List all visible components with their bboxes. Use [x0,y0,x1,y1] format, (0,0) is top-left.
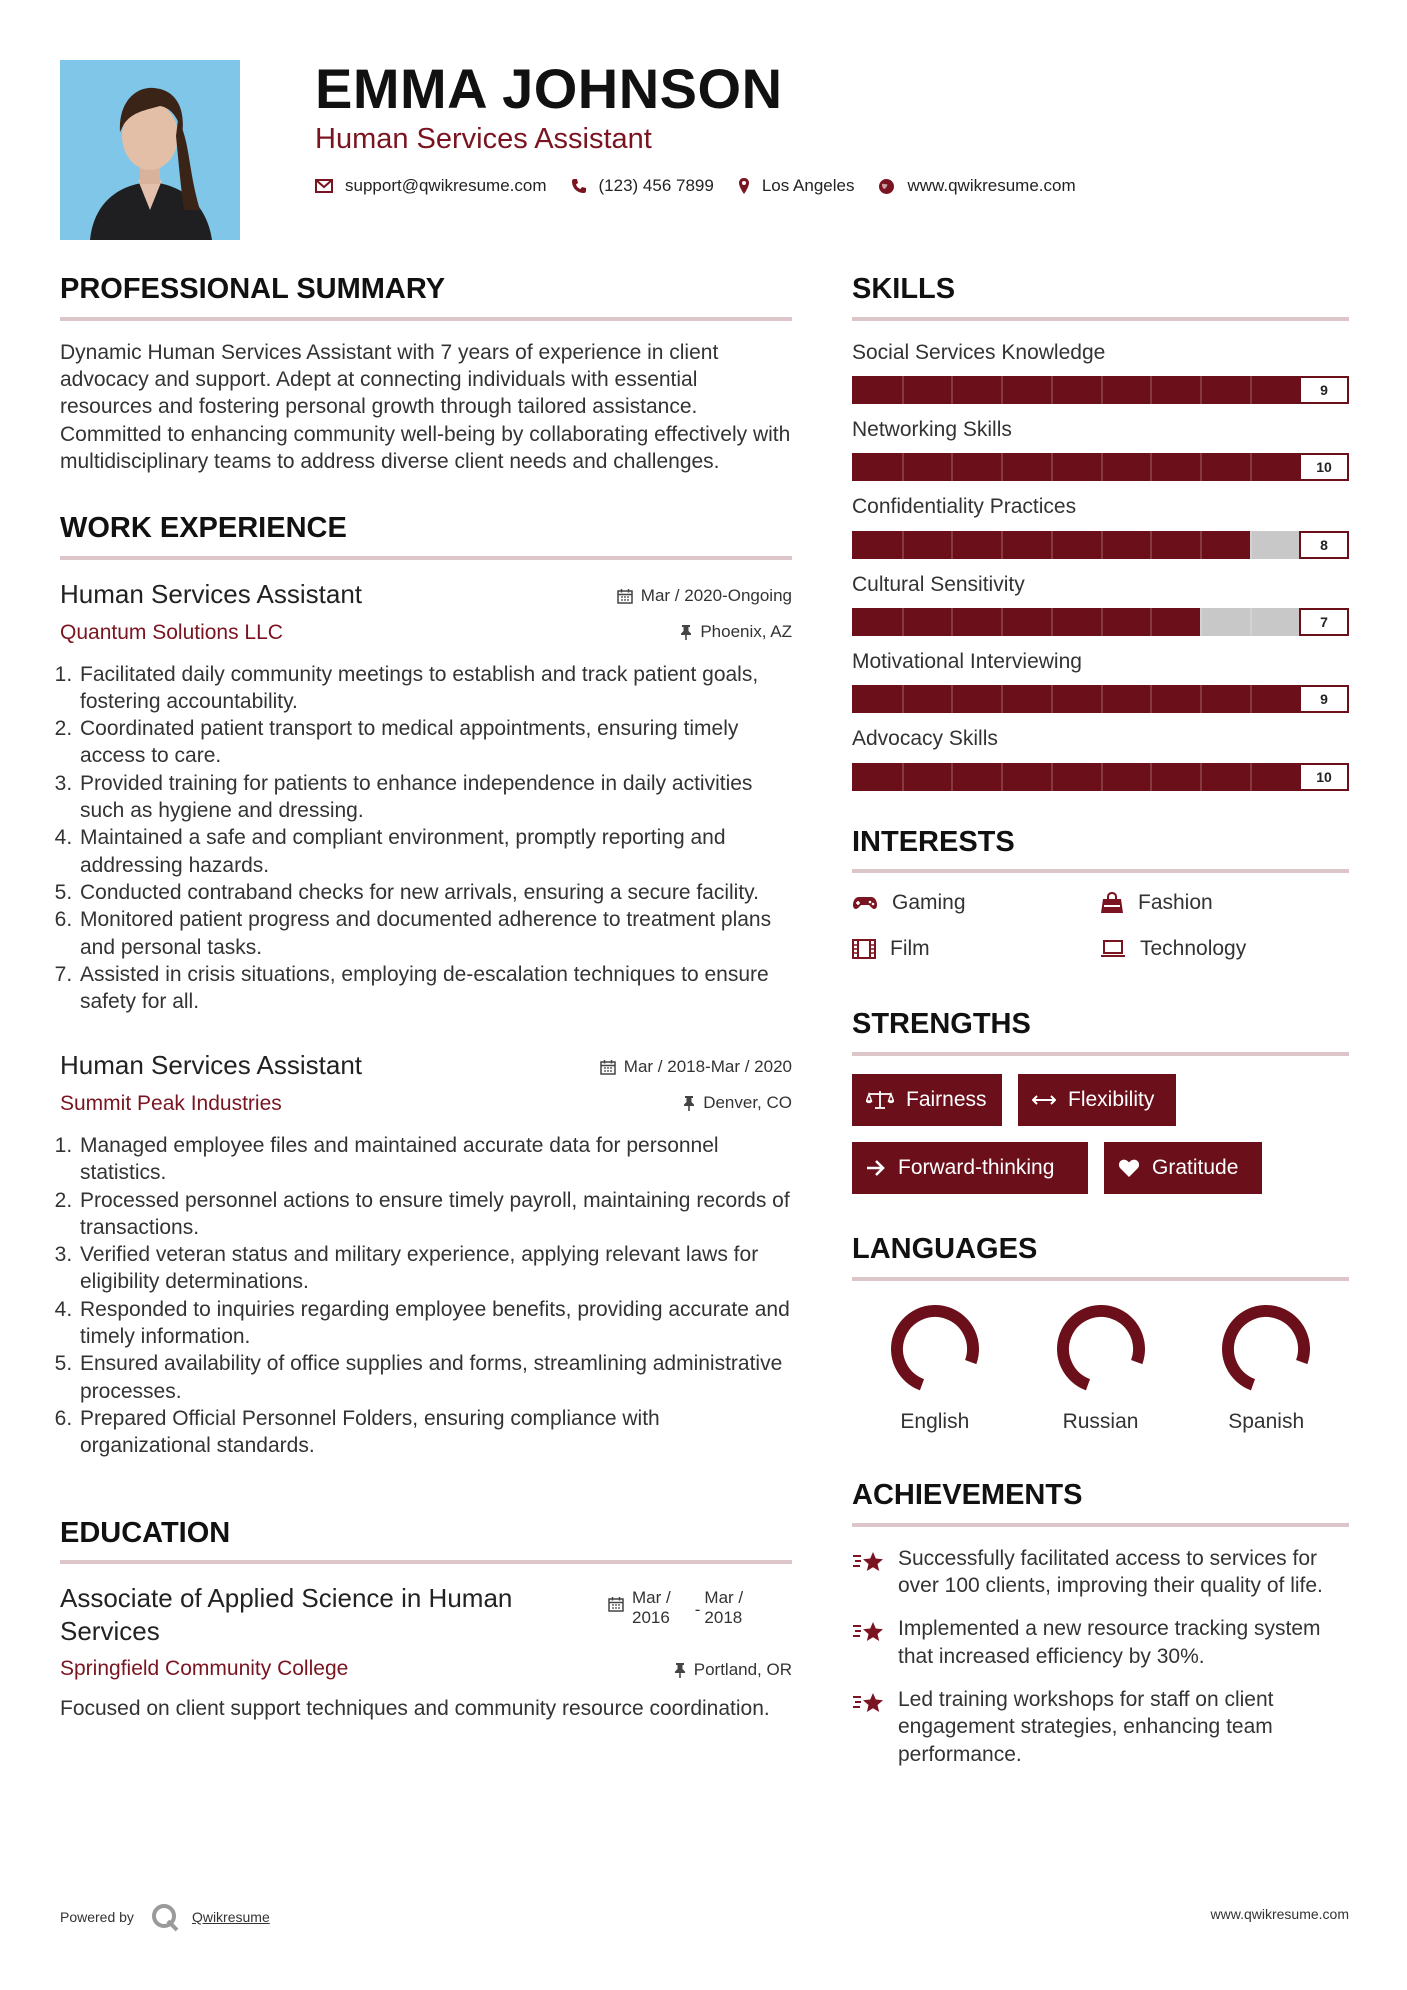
strength-badge [1018,1074,1176,1126]
section-divider [852,1523,1349,1527]
skill-bar-segment-divider [1001,453,1003,481]
section-divider [60,1560,792,1564]
achievement-item [852,1615,1349,1670]
skill-bar-segment-divider [1051,685,1053,713]
skill-item [852,339,1349,404]
education-date-dash: - [694,1600,701,1620]
calendar-icon [608,1596,624,1612]
education-start [632,1588,671,1627]
language-proficiency-arc [1228,1311,1304,1385]
list-item: 7. Assisted in crisis situations, employing de-escalation techniques to ensure safety for all. [78,961,792,1016]
education-heading: EDUCATION [60,1516,231,1549]
film-icon [852,939,876,959]
achievement-text: Successfully facilitated access to services for over 100 clients, improving their quality of life. [898,1546,1323,1598]
education-section [60,1516,792,1723]
profile-photo [60,60,240,240]
skill-bar-segment-divider [1051,376,1053,404]
contact-website[interactable] [878,176,1075,196]
education-description: Focused on client support techniques and community resource coordination. [60,1697,770,1721]
skill-label: Motivational Interviewing [852,649,1082,673]
education-end-month: Mar / [704,1588,744,1608]
skill-bar-segment-divider [951,531,953,559]
skill-bar-segment-divider [951,763,953,791]
job-title: Human Services Assistant [60,579,363,610]
powered-by-text: Powered by [60,1909,134,1925]
list-item: 1. Facilitated daily community meetings to establish and track patient goals, fostering accountability. [78,661,792,716]
skill-bar-segment-divider [1101,608,1103,636]
interest-label: Film [890,937,930,961]
interest-item [1100,891,1348,915]
skill-bar-segment-divider [1051,608,1053,636]
job-dates [617,586,792,606]
list-item: 1. Managed employee files and maintained accurate data for personnel statistics. [78,1132,792,1187]
contact-phone-text: (123) 456 7899 [598,176,714,195]
skill-bar-segment-divider [1051,453,1053,481]
language-label: Russian [1062,1409,1139,1433]
strengths-list [852,1074,1349,1194]
language-item [1018,1299,1184,1434]
section-divider [852,1277,1349,1281]
skill-bar-segment-divider [1200,376,1202,404]
footer-website[interactable]: www.qwikresume.com [1210,1906,1349,1922]
language-label: Spanish [1228,1409,1305,1433]
phone-icon [571,178,587,194]
languages-list [852,1299,1349,1434]
skill-bar-segment-divider [951,685,953,713]
skill-item [852,648,1349,713]
achievement-item [852,1545,1349,1600]
skill-bar [852,453,1349,481]
list-item: 3. Provided training for patients to enhance independence in daily activities such as hygiene and dressing. [78,770,792,825]
skill-bar-segment-divider [1250,376,1252,404]
skill-bar-segment-divider [902,376,904,404]
job-dates-text: Mar / 2018-Mar / 2020 [623,1057,792,1077]
language-item [1183,1299,1349,1434]
school-name: Springfield Community College [60,1657,349,1681]
skill-bar [852,685,1349,713]
strength-label: Fairness [906,1088,987,1112]
list-item: 4. Maintained a safe and compliant environment, promptly reporting and addressing hazards. [78,824,792,879]
list-item: 4. Responded to inquiries regarding employee benefits, providing accurate and timely information. [78,1296,792,1351]
education-end-year: 2018 [704,1607,743,1627]
strengths-section [852,1007,1349,1194]
skill-bar-segment-divider [1101,531,1103,559]
skill-item [852,725,1349,790]
interest-item [1100,937,1348,961]
language-proficiency-ring [885,1299,985,1399]
job-location-text: Denver, CO [703,1093,792,1113]
skill-bar-segment-divider [1200,685,1202,713]
skill-bar-segment-divider [1150,763,1152,791]
skill-bar-segment-divider [1101,763,1103,791]
language-proficiency-arc [897,1311,973,1385]
list-item: 6. Prepared Official Personnel Folders, ensuring compliance with organizational standards. [78,1405,792,1460]
skill-bar-segment-divider [1051,763,1053,791]
education-entry [60,1582,792,1722]
job-company: Quantum Solutions LLC [60,620,283,644]
skill-bar [852,531,1349,559]
contact-location [738,176,855,196]
skill-item [852,493,1349,558]
balance-scale-icon [866,1090,894,1110]
skill-bar-segment-divider [1150,685,1152,713]
languages-heading: LANGUAGES [852,1233,1038,1266]
achievement-item [852,1686,1349,1768]
skill-bar-segment-divider [1001,685,1003,713]
experience-heading: WORK EXPERIENCE [60,512,347,545]
calendar-icon [617,588,633,604]
section-divider [852,869,1349,873]
shopping-bag-icon [1100,892,1124,914]
list-item: 2. Processed personnel actions to ensure timely payroll, maintaining records of transactions. [78,1187,792,1242]
skill-bar-segment-divider [902,531,904,559]
contact-email-text: support@qwikresume.com [345,176,547,195]
arrow-right-icon [866,1159,886,1177]
contact-website-text: www.qwikresume.com [907,176,1076,195]
skill-bar-segment-divider [1250,608,1252,636]
contact-bar [315,176,1100,196]
skill-bar-segment-divider [1001,531,1003,559]
summary-text: Dynamic Human Services Assistant with 7 years of experience in client advocacy and support. Adept at connecting individuals with essential resources and fostering personal growth through tailored assistance. Committed to enhancing community well-being by collaborating effectively with multidisciplinary teams to address diverse client needs and challenges. [60,340,791,473]
skill-bar-segment-divider [1150,608,1152,636]
skill-level: 7 [1299,608,1349,636]
section-divider [852,1052,1349,1056]
skill-label: Social Services Knowledge [852,340,1106,364]
achievement-text: Led training workshops for staff on client engagement strategies, enhancing team performance. [898,1687,1274,1766]
education-location [674,1660,792,1680]
interest-label: Technology [1140,937,1247,961]
skill-bar-segment-divider [902,453,904,481]
skill-bar-segment-divider [951,376,953,404]
skills-section [852,272,1349,791]
language-label: English [900,1409,970,1433]
skill-level: 10 [1299,763,1349,791]
skill-bar-segment-divider [1001,763,1003,791]
skill-bar-fill [852,608,1200,636]
achievement-text: Implemented a new resource tracking system that increased efficiency by 30%. [898,1617,1321,1668]
map-pin-icon [738,177,750,195]
degree-title: Associate of Applied Science in Human Services [60,1583,513,1646]
skill-bar-segment-divider [1200,453,1202,481]
pushpin-icon [680,624,692,640]
skill-bar-segment-divider [1150,531,1152,559]
list-item: 5. Ensured availability of office supplies and forms, streamlining administrative processes. [78,1350,792,1405]
skill-bar-segment-divider [1250,453,1252,481]
job-duties [60,1132,792,1460]
job-dates-text: Mar / 2020-Ongoing [640,586,792,606]
interest-label: Fashion [1138,891,1213,915]
pushpin-icon [683,1095,695,1111]
skill-label: Cultural Sensitivity [852,572,1025,596]
list-item: 6. Monitored patient progress and documented adherence to treatment plans and personal tasks. [78,906,792,961]
candidate-title: Human Services Assistant [315,123,652,155]
job-dates [600,1057,792,1077]
achievements-list [852,1545,1349,1768]
strength-label: Forward-thinking [898,1156,1055,1180]
skill-bar-segment-divider [1250,763,1252,791]
job-location-text: Phoenix, AZ [700,622,792,642]
skill-level: 10 [1299,453,1349,481]
skill-level: 9 [1299,685,1349,713]
skill-bar-segment-divider [1051,531,1053,559]
list-item: 3. Verified veteran status and military experience, applying relevant laws for eligibility determinations. [78,1241,792,1296]
interests-list [852,891,1349,961]
interest-item [852,937,1100,961]
skill-bar-segment-divider [1150,453,1152,481]
strength-label: Gratitude [1152,1156,1239,1180]
contact-phone[interactable] [571,176,714,196]
envelope-icon [315,179,333,193]
skill-bar-segment-divider [1101,376,1103,404]
strength-badge [852,1074,1002,1126]
heart-icon [1118,1158,1140,1178]
experience-section [60,511,792,1459]
skill-bar-segment-divider [1001,608,1003,636]
skill-level: 9 [1299,376,1349,404]
gamepad-icon [852,895,878,911]
pushpin-icon [674,1662,686,1678]
skills-heading: SKILLS [852,273,956,305]
job-company: Summit Peak Industries [60,1091,282,1115]
skill-bar-segment-divider [902,608,904,636]
arrows-horizontal-icon [1032,1094,1056,1106]
list-item: 5. Conducted contraband checks for new arrivals, ensuring a secure facility. [78,879,792,906]
candidate-name: EMMA JOHNSON [315,57,783,120]
skill-bar-segment-divider [1150,376,1152,404]
footer-powered-by [60,1902,270,1932]
language-proficiency-arc [1063,1311,1139,1385]
skill-label: Advocacy Skills [852,727,998,751]
qwikresume-logo-icon [150,1902,180,1932]
skill-bar-segment-divider [1200,608,1202,636]
education-start-year: 2016 [632,1607,670,1627]
skill-bar-segment-divider [1101,685,1103,713]
language-proficiency-ring [1051,1299,1151,1399]
section-divider [852,317,1349,321]
section-divider [60,317,792,321]
globe-icon [878,178,895,195]
skill-bar [852,608,1349,636]
skill-bar-segment-divider [1250,685,1252,713]
skill-label: Networking Skills [852,418,1012,442]
skill-bar-segment-divider [1250,531,1252,559]
right-column [852,272,1349,1784]
skill-bar-segment-divider [902,763,904,791]
shooting-star-icon [852,1545,888,1580]
skill-bar-fill [852,685,1299,713]
skill-level: 8 [1299,531,1349,559]
strength-badge [852,1142,1088,1194]
education-dates [608,1588,743,1627]
shooting-star-icon [852,1615,888,1650]
strength-badge [1104,1142,1262,1194]
summary-heading: PROFESSIONAL SUMMARY [60,273,446,305]
contact-location-text: Los Angeles [761,176,855,195]
skill-bar [852,376,1349,404]
interests-heading: INTERESTS [852,825,1015,858]
skill-bar-segment-divider [951,453,953,481]
shooting-star-icon [852,1686,888,1721]
summary-section [60,272,792,475]
skill-item [852,571,1349,636]
interests-section [852,825,1349,962]
section-divider [60,556,792,560]
skill-bar [852,763,1349,791]
job-entry-1 [60,578,792,1015]
strengths-heading: STRENGTHS [852,1008,1031,1041]
laptop-icon [1100,940,1126,958]
skill-bar-segment-divider [1200,763,1202,791]
strength-label: Flexibility [1068,1088,1155,1112]
skill-bar-segment-divider [1001,376,1003,404]
skill-label: Confidentiality Practices [852,495,1077,519]
list-item: 2. Coordinated patient transport to medical appointments, ensuring timely access to care. [78,715,792,770]
calendar-icon [600,1059,616,1075]
education-start-month: Mar / [632,1588,671,1608]
qwikresume-link[interactable]: Qwikresume [191,1909,270,1925]
person-portrait-icon [60,60,240,240]
job-location [680,622,792,642]
interest-item [852,891,1100,915]
education-location-text: Portland, OR [693,1660,792,1680]
skill-bar-segment-divider [1200,531,1202,559]
skills-list [852,339,1349,791]
achievements-section [852,1478,1349,1768]
contact-email[interactable] [315,176,547,196]
job-entry-2 [60,1049,792,1459]
job-duties [60,661,792,1016]
skill-bar-fill [852,376,1299,404]
languages-section [852,1232,1349,1434]
job-title: Human Services Assistant [60,1050,363,1081]
achievements-heading: ACHIEVEMENTS [852,1478,1083,1511]
skill-bar-segment-divider [951,608,953,636]
language-proficiency-ring [1216,1299,1316,1399]
interest-label: Gaming [892,891,966,915]
left-column [60,272,792,1723]
education-end [704,1588,743,1627]
skill-bar-segment-divider [902,685,904,713]
job-location [683,1093,792,1113]
skill-bar-segment-divider [1101,453,1103,481]
skill-item [852,416,1349,481]
language-item [852,1299,1018,1434]
